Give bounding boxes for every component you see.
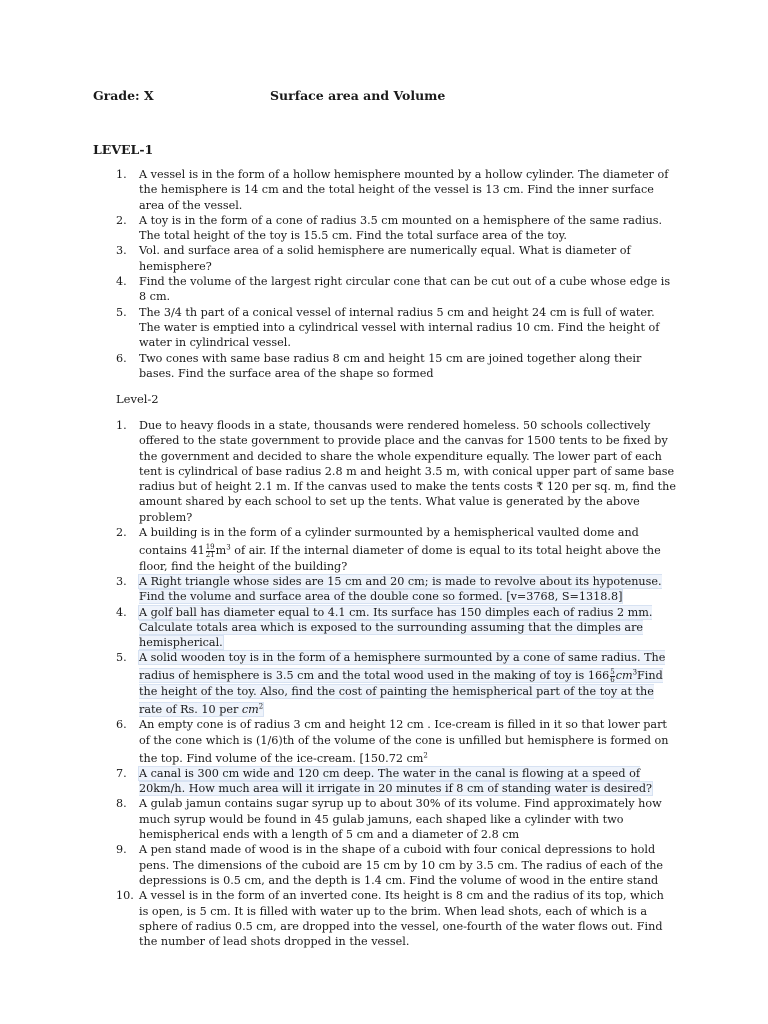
question-text-part: A building is in the form of a cylinder surmounted by a hemispherical vaulted dome and contains 41 — [139, 526, 639, 558]
question-item — [116, 650, 676, 717]
question-text-part: A solid wooden toy is in the form of a hemisphere surmounted by a cone of same radius. The radius of hemisphere is 3.5 cm and the total wood used in the making of toy is 166 — [139, 651, 666, 683]
question-number: 6. — [116, 718, 127, 732]
question-text-part: Find the height of the toy. Also, find the cost of painting the hemispherical part of the toy at the rate of Rs. 10 per — [139, 669, 663, 716]
question-item — [116, 605, 676, 651]
question-text: The 3/4 th part of a conical vessel of internal radius 5 cm and height 24 cm is full of water. The water is emptied into a cylindrical vessel with internal radius 10 cm. Find the height of water in cylindrical vessel. — [139, 305, 660, 350]
question-item — [116, 213, 676, 244]
question-number: 4. — [116, 275, 127, 289]
question-item — [116, 418, 676, 525]
question-text: Due to heavy floods in a state, thousands were rendered homeless. 50 schools collectively offered to the state government to provide place and the canvas for 1500 tents to be fixed by the government and decided to share the whole expenditure equally. The lower part of each tent is cylindrical of base radius 2.8 m and height 3.5 m, with conical upper part of same base radius but of height 2.1 m. If the canvas used to make the tents costs ₹ 120 per sq. m, find the amount shared by each school to set up the tents. What value is generated by the above problem? — [139, 419, 676, 524]
question-number: 2. — [116, 213, 127, 227]
question-text: A vessel is in the form of an inverted cone. Its height is 8 cm and the radius of its top, which is open, is 5 cm. It is filled with water up to the brim. When lead shots, each of which is a sphere of radius 0.5 cm, are dropped into the vessel, one-fourth of the water flows out. Find the number of lead shots dropped in the vessel. — [139, 889, 664, 949]
question-text: A Right triangle whose sides are 15 cm and 20 cm; is made to revolve about its hypotenuse. Find the volume and surface area of the double cone so formed. [v=3768, S=1318.8] — [139, 574, 662, 604]
question-number: 3. — [116, 574, 127, 588]
question-number: 1. — [116, 168, 127, 181]
question-item — [116, 351, 676, 382]
mixed-fraction — [206, 544, 215, 559]
question-text: A toy is in the form of a cone of radius 3.5 cm mounted on a hemisphere of the same radius. The total height of the toy is 15.5 cm. Find the total surface area of the toy. — [139, 213, 663, 243]
question-text: A pen stand made of wood is in the shape of a cuboid with four conical depressions to hold pens. The dimensions of the cuboid are 15 cm by 10 cm by 3.5 cm. The radius of each of the depressions is 0.5 cm, and the depth is 1.4 cm. Find the volume of wood in the entire stand — [139, 843, 664, 887]
question-number: 2. — [116, 526, 127, 540]
unit-text: m — [215, 544, 227, 558]
question-item — [116, 796, 676, 842]
fraction-denominator: 21 — [205, 550, 215, 559]
unit-text: cm — [241, 702, 259, 716]
question-item — [116, 305, 676, 351]
question-text — [139, 651, 665, 716]
unit-exponent: 2 — [423, 750, 428, 759]
question-text: A gulab jamun contains sugar syrup up to about 30% of its volume. Find approximately how much syrup would be found in 45 gulab jamuns, each shaped like a cylinder with two hemispherical ends with a length of 5 cm and a diameter of 2.8 cm — [139, 797, 662, 842]
question-item — [116, 243, 676, 274]
question-item — [116, 274, 676, 305]
fraction-numerator: 5 — [610, 667, 615, 676]
fraction-numerator: 19 — [205, 542, 215, 551]
question-number: 6. — [116, 351, 127, 365]
level-1-heading: LEVEL-1 — [93, 142, 154, 157]
question-text: A canal is 300 cm wide and 120 cm deep. The water in the canal is flowing at a speed of 20km/h. How much area will it irrigate in 20 minutes if 8 cm of standing water is desired? — [139, 766, 652, 796]
question-text-part: An empty cone is of radius 3 cm and height 12 cm . Ice-cream is filled in it so that lower part of the cone which is (1/6)th of the volume of the cone is unfilled but hemisphere is formed on the top. Find volume of the ice-cream. [150.72 cm — [139, 718, 669, 765]
question-number: 4. — [116, 605, 127, 619]
fraction-denominator: 6 — [610, 675, 615, 684]
question-text: Two cones with same base radius 8 cm and height 15 cm are joined together along their bases. Find the surface area of the shape so formed — [139, 351, 642, 380]
unit-exponent: 3 — [632, 668, 638, 677]
question-text: A golf ball has diameter equal to 4.1 cm. Its surface has 150 dimples each of radius 2 mm. Calculate totals area which is exposed to the surrounding assuming that the dimples are hemispherical. — [139, 605, 653, 650]
question-item — [116, 525, 676, 574]
question-item — [116, 766, 676, 797]
question-number: 8. — [116, 797, 127, 811]
grade-label: Grade: X — [93, 88, 154, 103]
question-item — [116, 717, 676, 766]
question-number: 5. — [116, 651, 127, 665]
level-1-question-list — [116, 167, 676, 381]
mixed-fraction — [610, 669, 614, 684]
question-item — [116, 574, 676, 605]
unit-exponent: 2 — [258, 702, 264, 711]
level-2-heading: Level-2 — [116, 392, 159, 406]
question-text — [139, 526, 661, 573]
question-text — [139, 718, 669, 764]
question-item — [116, 167, 676, 213]
question-text: Find the volume of the largest right circular cone that can be cut out of a cube whose edge is 8 cm. — [139, 275, 671, 304]
question-item — [116, 842, 676, 888]
level-2-question-list — [116, 418, 676, 949]
unit-text: cm — [615, 669, 633, 683]
question-text: Vol. and surface area of a solid hemisphere are numerically equal. What is diameter of hemisphere? — [139, 244, 631, 273]
question-number: 9. — [116, 843, 127, 857]
question-number: 1. — [116, 419, 127, 432]
unit-exponent: 3 — [226, 543, 231, 552]
question-text-part: of air. If the internal diameter of dome is equal to its total height above the floor, find the height of the building? — [139, 544, 661, 573]
question-number: 5. — [116, 305, 127, 319]
question-number: 7. — [116, 766, 127, 780]
worksheet-header — [93, 88, 446, 103]
question-item — [116, 888, 676, 949]
question-number: 10. — [116, 889, 134, 903]
question-number: 3. — [116, 244, 127, 258]
question-text: A vessel is in the form of a hollow hemisphere mounted by a hollow cylinder. The diameter of the hemisphere is 14 cm and the total height of the vessel is 13 cm. Find the inner surface area of the vessel. — [139, 168, 669, 212]
worksheet-title: Surface area and Volume — [270, 88, 446, 103]
